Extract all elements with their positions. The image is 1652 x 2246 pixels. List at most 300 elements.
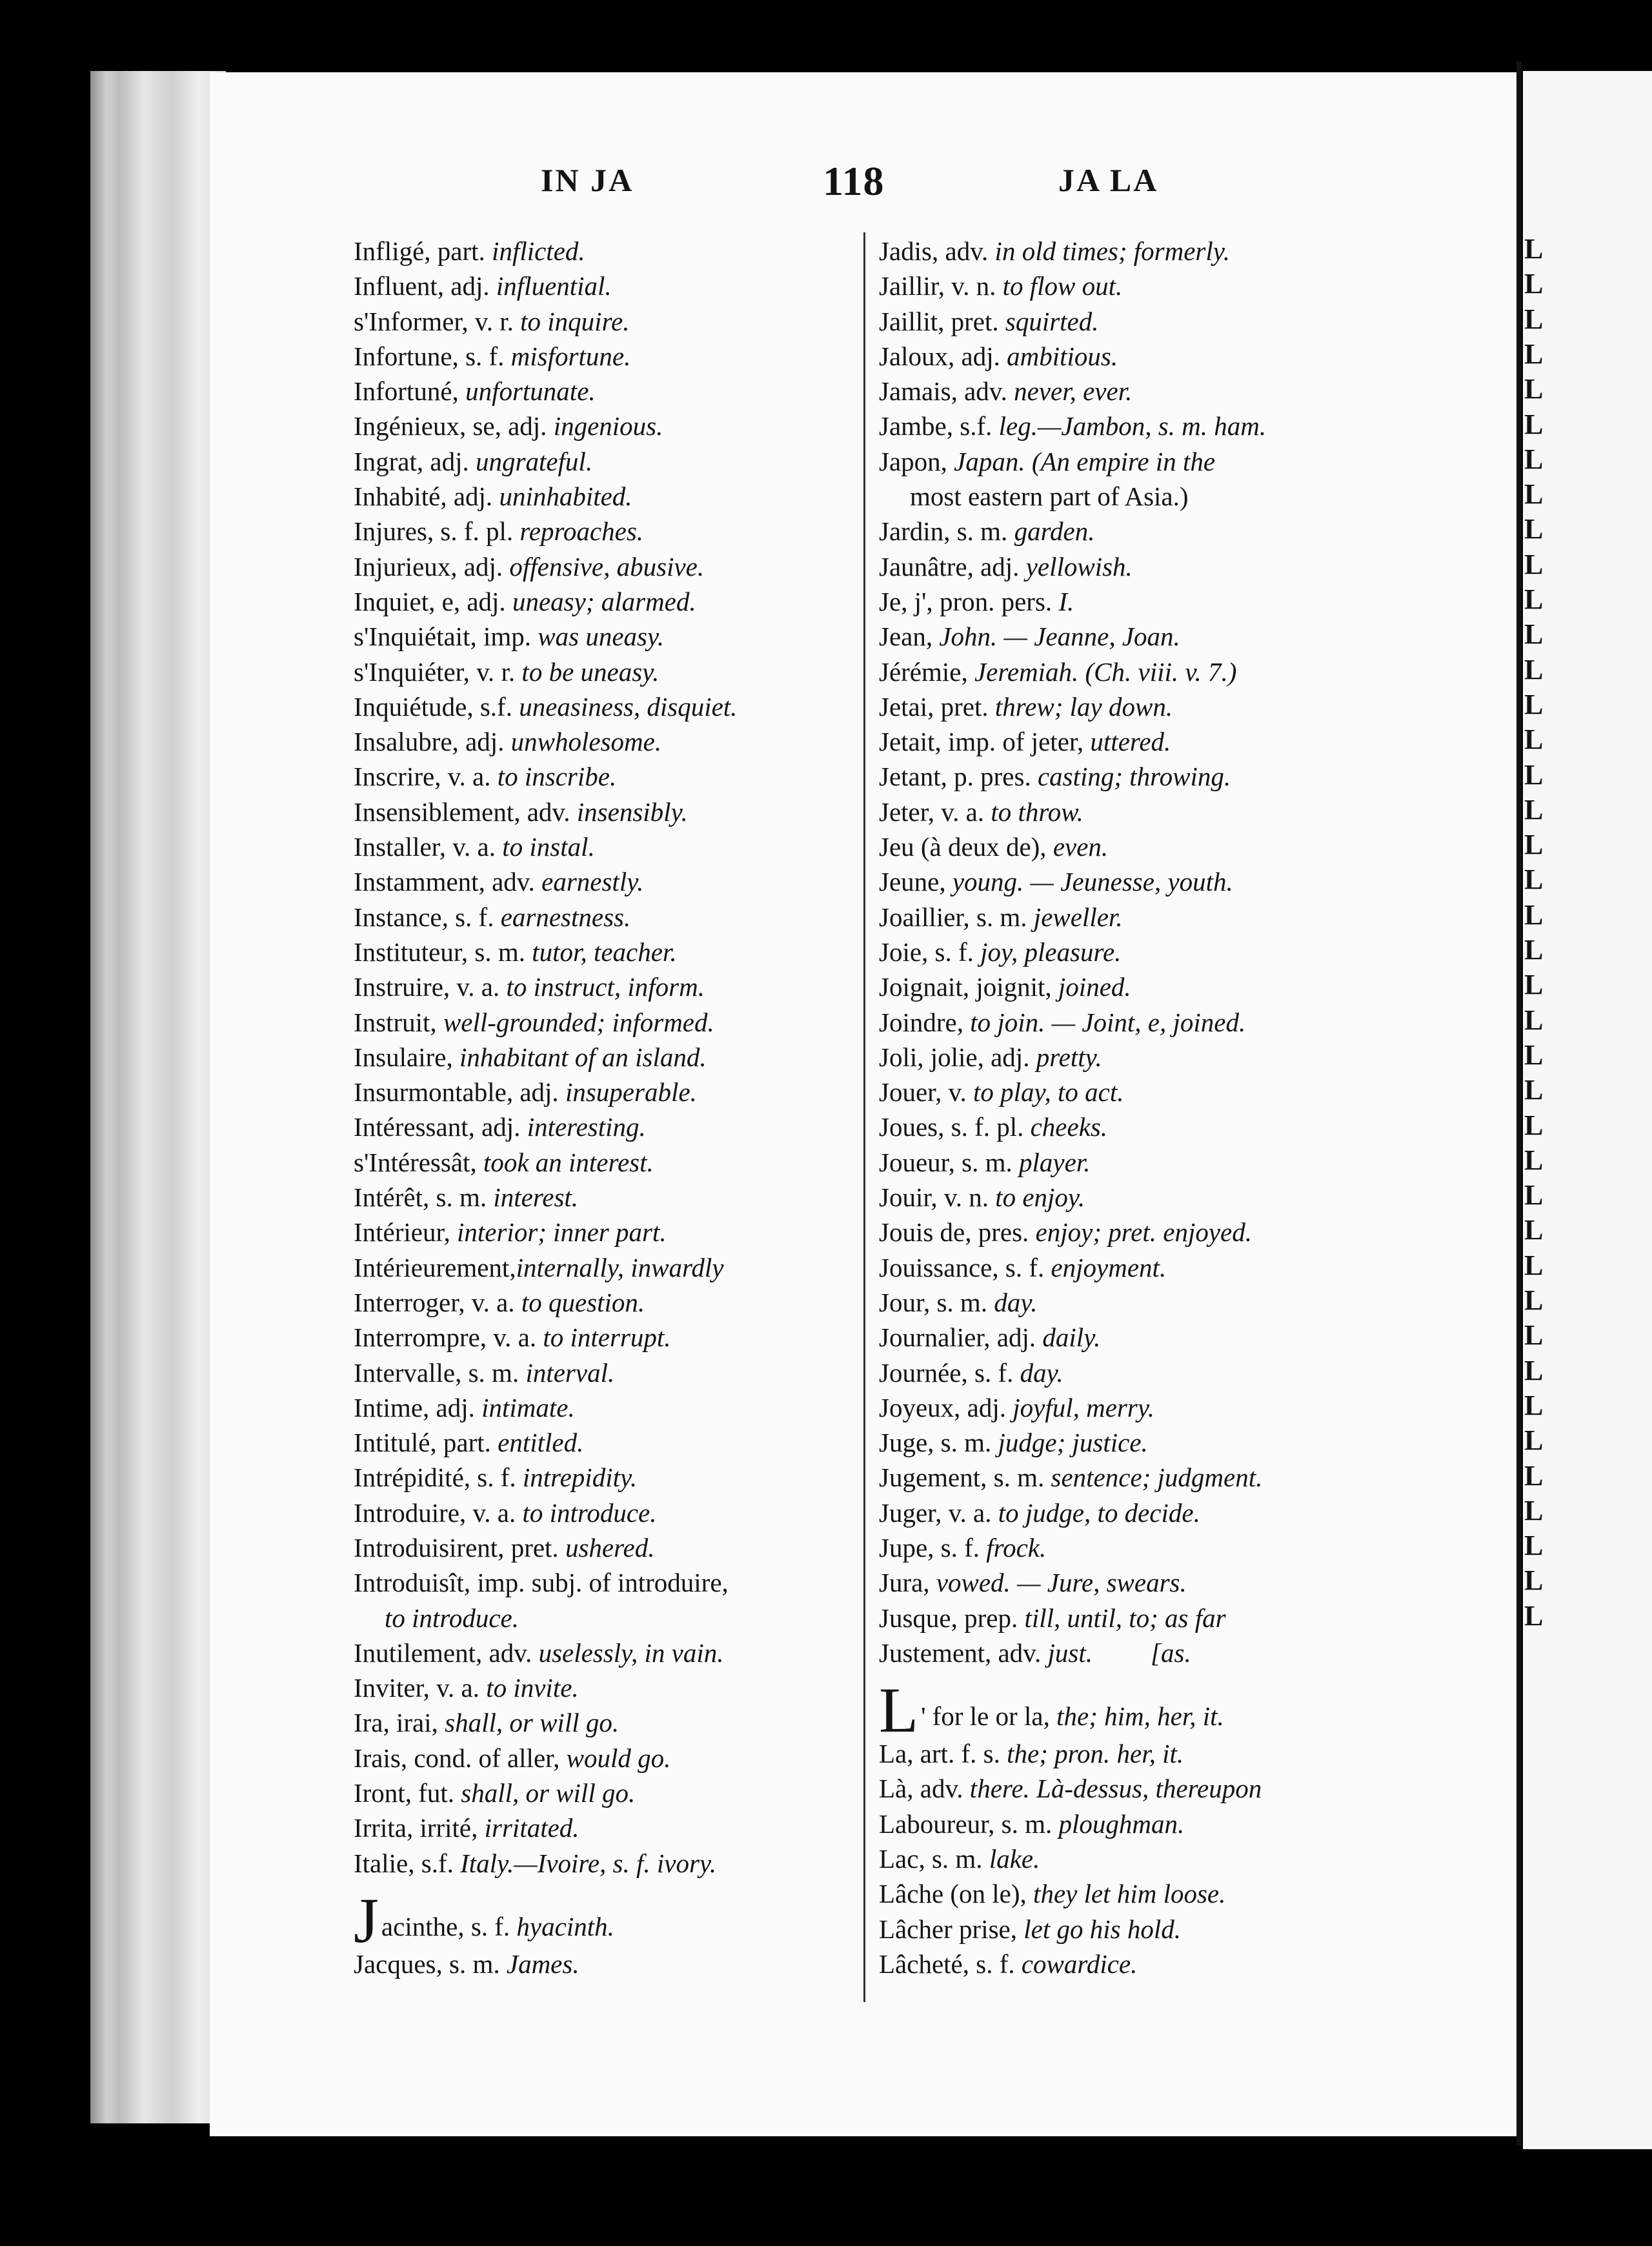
- headword: Instituteur,: [354, 936, 468, 967]
- dictionary-entry: [354, 1320, 857, 1355]
- dictionary-entry: [354, 444, 857, 479]
- translation: interesting.: [527, 1112, 646, 1142]
- translation: Japan. (An empire in the: [954, 446, 1216, 476]
- grammar-note: s. f.: [967, 1357, 1020, 1388]
- translation: leg.—Jambon, s. m. ham.: [998, 411, 1267, 441]
- grammar-note: s.f.: [473, 691, 519, 722]
- headword: Ira, irai,: [354, 1708, 438, 1738]
- dictionary-entry: [354, 1285, 857, 1320]
- dictionary-entry: [879, 689, 1395, 724]
- translation: casting; throwing.: [1037, 762, 1231, 792]
- right-column: [879, 234, 1395, 1981]
- translation: James.: [506, 1948, 579, 1979]
- translation: insensibly.: [576, 796, 688, 827]
- dictionary-entry: [354, 1215, 857, 1249]
- headword: Jugement,: [879, 1462, 987, 1493]
- grammar-note: s. f.: [998, 1252, 1051, 1282]
- dictionary-entry: [879, 1320, 1395, 1355]
- grammar-note: adj.: [960, 1392, 1013, 1422]
- translation: interest.: [493, 1182, 579, 1213]
- headword: Jaloux,: [879, 341, 955, 371]
- grammar-note: part.: [430, 236, 492, 266]
- translation: John. — Jeanne, Joan.: [939, 622, 1180, 652]
- headword: Installer,: [354, 832, 446, 862]
- facing-page-letter: L: [1524, 1109, 1544, 1141]
- headword: s'Inquiéter,: [354, 656, 470, 687]
- headword: Injures,: [354, 516, 434, 547]
- dictionary-entry: [354, 619, 857, 654]
- grammar-note: v.: [942, 1077, 974, 1108]
- headword: Là,: [879, 1774, 914, 1804]
- grammar-note: s. m.: [969, 902, 1034, 932]
- grammar-note: s. m.: [987, 1462, 1051, 1493]
- translation: to introduce.: [522, 1497, 657, 1528]
- dictionary-entry: [879, 479, 1395, 514]
- dictionary-entry: [354, 1846, 857, 1881]
- dictionary-entry: [879, 374, 1395, 409]
- facing-page-letter: L: [1524, 1004, 1544, 1036]
- translation: earnestly.: [541, 867, 644, 897]
- dictionary-entry: [354, 1425, 857, 1460]
- translation: took an interest.: [483, 1147, 654, 1177]
- headword: Injurieux,: [354, 551, 458, 582]
- headword: Intrépidité,: [354, 1462, 471, 1493]
- grammar-note: part.: [436, 1428, 498, 1458]
- facing-page-letter: L: [1524, 443, 1544, 475]
- grammar-note: adj.: [954, 341, 1007, 371]
- dictionary-entry: [879, 969, 1395, 1004]
- dictionary-entry: [354, 268, 857, 303]
- translation: intimate.: [481, 1392, 575, 1422]
- dictionary-entry: [354, 1390, 857, 1425]
- translation: insuperable.: [565, 1077, 697, 1108]
- facing-page-letter: L: [1524, 1459, 1544, 1492]
- dictionary-entry: [354, 1601, 857, 1635]
- headword: Joueur,: [879, 1147, 955, 1177]
- column-rule: [863, 232, 865, 2002]
- headword: Jacques,: [354, 1948, 443, 1979]
- translation: shall, or will go.: [461, 1778, 636, 1808]
- left-column: [354, 234, 857, 1981]
- dictionary-entry: [879, 1565, 1395, 1600]
- headword: Jaunâtre,: [879, 551, 974, 582]
- headword: Jadis,: [879, 236, 939, 266]
- dictionary-entry: [354, 1741, 857, 1776]
- dictionary-entry: [879, 1530, 1395, 1565]
- translation: unfortunate.: [465, 376, 596, 407]
- grammar-note: adv.: [957, 376, 1014, 407]
- grammar-note: v. a.: [450, 972, 507, 1002]
- translation: to flow out.: [1002, 271, 1123, 301]
- dictionary-entry: [354, 829, 857, 864]
- translation: they let him loose.: [1033, 1879, 1226, 1909]
- grammar-note: s. f.: [448, 902, 501, 932]
- facing-page-letter: L: [1524, 1424, 1544, 1457]
- facing-page-letter: L: [1524, 793, 1544, 825]
- facing-page-letter: L: [1524, 1179, 1544, 1211]
- grammar-note: adj.: [513, 1077, 565, 1108]
- headword: Jetant,: [879, 762, 947, 792]
- dictionary-entry: [879, 514, 1395, 549]
- translation: to throw.: [991, 796, 1083, 827]
- grammar-note: [1027, 1879, 1033, 1908]
- dictionary-entry: [879, 1736, 1395, 1771]
- translation: day.: [994, 1287, 1038, 1317]
- headword: Intéressant,: [354, 1112, 475, 1142]
- translation: the; pron. her, it.: [1007, 1739, 1184, 1769]
- grammar-note: s. f.: [934, 1532, 987, 1563]
- headword: Italie,: [354, 1848, 415, 1878]
- grammar-note: pron. pers.: [932, 586, 1059, 616]
- facing-page-letter: L: [1524, 1214, 1544, 1246]
- translation: was uneasy.: [538, 622, 665, 652]
- facing-page-letter: L: [1524, 268, 1544, 300]
- grammar-note: [478, 1813, 484, 1843]
- grammar-note: adj.: [990, 1322, 1043, 1353]
- headword: Interrompre,: [354, 1322, 487, 1353]
- translation: to interrupt.: [543, 1322, 671, 1353]
- grammar-note: [1052, 972, 1058, 1002]
- grammar-note: s. f.: [458, 341, 511, 371]
- dictionary-entry: [354, 654, 857, 689]
- headword: Jouir,: [879, 1182, 938, 1213]
- translation: inhabitant of an island.: [459, 1042, 707, 1072]
- headword: Insalubre,: [354, 727, 459, 757]
- dictionary-entry: [354, 1810, 857, 1845]
- headword: Inscrire,: [354, 762, 441, 792]
- dictionary-entry: [354, 900, 857, 935]
- dictionary-entry: [879, 1145, 1395, 1180]
- translation: to instruct, inform.: [506, 972, 705, 1002]
- drop-cap: J: [354, 1884, 379, 1956]
- dictionary-entry: [354, 1250, 857, 1285]
- grammar-note: imp. subj. of introduire,: [470, 1568, 729, 1598]
- headword: Jardin,: [879, 516, 951, 547]
- headword: Interroger,: [354, 1287, 465, 1317]
- headword: Inquiet, e,: [354, 586, 461, 616]
- grammar-note: s. f. pl.: [434, 516, 520, 547]
- translation: ushered.: [565, 1532, 655, 1563]
- grammar-note: s. f.: [470, 1462, 523, 1493]
- facing-page-letter: L: [1524, 898, 1544, 931]
- dictionary-entry: [879, 1075, 1395, 1109]
- headword: Lâcher prise,: [879, 1914, 1017, 1944]
- grammar-note: pret.: [934, 691, 995, 722]
- headword: Introduisirent,: [354, 1532, 505, 1563]
- grammar-note: adj.: [474, 1112, 527, 1142]
- grammar-note: s. m.: [930, 1287, 994, 1317]
- facing-page-letter: L: [1524, 1249, 1544, 1281]
- translation: pretty.: [1036, 1042, 1102, 1072]
- grammar-note: [1047, 832, 1053, 862]
- headword: Lâcheté,: [879, 1948, 969, 1979]
- headword: Intervalle,: [354, 1357, 462, 1388]
- headword: Journalier,: [879, 1322, 991, 1353]
- grammar-note: v. n.: [937, 1182, 996, 1213]
- dictionary-entry: [879, 1215, 1395, 1249]
- translation: misfortune.: [510, 341, 631, 371]
- translation: ingenious.: [553, 411, 663, 441]
- dictionary-entry: [354, 759, 857, 794]
- dictionary-entry: [354, 969, 857, 1004]
- headword: Juge,: [879, 1428, 934, 1458]
- translation: reproaches.: [519, 516, 644, 547]
- headword: Intérieurement,: [354, 1252, 516, 1282]
- grammar-note: v. a.: [429, 1673, 487, 1703]
- continuation-mark: [as.: [1151, 1637, 1191, 1668]
- headword: Instruire,: [354, 972, 450, 1002]
- grammar-note: v. a.: [487, 1322, 543, 1353]
- translation: joined.: [1058, 972, 1131, 1002]
- headword: Jamais,: [879, 376, 958, 407]
- dictionary-entry: [354, 584, 857, 619]
- translation: irritated.: [484, 1813, 579, 1843]
- translation: interior; inner part.: [457, 1217, 667, 1248]
- dictionary-entry: [879, 409, 1395, 443]
- headword: Jour,: [879, 1287, 931, 1317]
- facing-page-letter: L: [1524, 1144, 1544, 1176]
- translation: lake.: [989, 1844, 1040, 1874]
- dictionary-entry: [879, 1876, 1395, 1911]
- headword: Lâche (on le),: [879, 1879, 1027, 1909]
- grammar-note: for le or la,: [932, 1701, 1057, 1732]
- grammar-note: v. n.: [944, 271, 1003, 301]
- grammar-note: v. a.: [942, 1497, 998, 1528]
- translation: joyful, merry.: [1012, 1392, 1155, 1422]
- headword: Jeter,: [879, 796, 935, 827]
- translation: let go his hold.: [1023, 1914, 1181, 1944]
- grammar-note: adj.: [458, 727, 511, 757]
- facing-page-letter: L: [1524, 548, 1544, 580]
- dictionary-entry: [354, 549, 857, 584]
- grammar-note: imp. of jeter,: [941, 727, 1091, 757]
- translation: vowed. — Jure, swears.: [936, 1568, 1187, 1598]
- translation: to introduce.: [385, 1603, 519, 1633]
- translation: to be uneasy.: [521, 656, 660, 687]
- headword: Joyeux,: [879, 1392, 961, 1422]
- headword: s'Inquiétait,: [354, 622, 477, 652]
- dictionary-entry: [354, 689, 857, 724]
- headword: Inutilement,: [354, 1637, 483, 1668]
- dictionary-entry: [354, 374, 857, 409]
- headword: Inviter,: [354, 1673, 430, 1703]
- headword: Lac,: [879, 1844, 925, 1874]
- dictionary-entry: [879, 1425, 1395, 1460]
- dictionary-entry: [354, 304, 857, 339]
- grammar-note: s.f.: [953, 411, 999, 441]
- dictionary-entry: [879, 1674, 1395, 1746]
- dictionary-entry: [354, 234, 857, 268]
- headword: Jupe,: [879, 1532, 934, 1563]
- grammar-note: art. f. s.: [913, 1739, 1007, 1769]
- grammar-note: adv.: [938, 236, 995, 266]
- translation: uneasy; alarmed.: [512, 586, 696, 616]
- grammar-note: adv.: [482, 1637, 539, 1668]
- headword: Jusque,: [879, 1603, 958, 1633]
- facing-page-letter: L: [1524, 338, 1544, 370]
- dictionary-entry: [354, 1530, 857, 1565]
- facing-page-fragment: [1523, 71, 1652, 2149]
- grammar-note: adj.: [983, 1042, 1036, 1072]
- translation: well-grounded; informed.: [443, 1007, 714, 1037]
- facing-page-letter: L: [1524, 934, 1544, 966]
- grammar-note: s. f. pl.: [944, 1112, 1031, 1142]
- grammar-note: adv.: [913, 1774, 970, 1804]
- translation: yellowish.: [1025, 551, 1133, 582]
- translation: to inquire.: [520, 306, 630, 336]
- headword: Instruit,: [354, 1007, 437, 1037]
- dictionary-entry: [879, 304, 1395, 339]
- dictionary-entry: [354, 1355, 857, 1390]
- translation: to join. — Joint, e, joined.: [970, 1007, 1246, 1037]
- translation: there. Là-dessus, thereupon: [969, 1774, 1262, 1804]
- dictionary-entry: [354, 1145, 857, 1180]
- facing-page-letter: L: [1524, 303, 1544, 335]
- grammar-note: s. m.: [442, 1948, 507, 1979]
- grammar-note: adj.: [444, 271, 496, 301]
- headword: Inquiétude,: [354, 691, 474, 722]
- grammar-note: imp.: [476, 622, 538, 652]
- headword: Justement,: [879, 1637, 992, 1668]
- grammar-note: s. m.: [925, 1844, 989, 1874]
- headword: Jeune,: [879, 867, 946, 897]
- dictionary-entry: [879, 1180, 1395, 1215]
- running-head-right: JA LA: [1058, 162, 1159, 198]
- grammar-note: cond. of aller,: [407, 1743, 567, 1773]
- grammar-note: s. m.: [461, 1357, 526, 1388]
- translation: uneasiness, disquiet.: [519, 691, 738, 722]
- dictionary-entry: [879, 1806, 1395, 1841]
- dictionary-entry: [354, 1075, 857, 1109]
- translation: judge; justice.: [998, 1428, 1148, 1458]
- translation: garden.: [1014, 516, 1095, 547]
- headword: Jouissance,: [879, 1252, 999, 1282]
- dictionary-entry: [879, 935, 1395, 969]
- dictionary-entry: [879, 619, 1395, 654]
- dictionary-entry: [879, 1495, 1395, 1530]
- translation: threw; lay down.: [994, 691, 1173, 722]
- translation: just.: [1047, 1637, 1093, 1668]
- dictionary-entry: [879, 794, 1395, 829]
- facing-page-letter: L: [1524, 408, 1544, 440]
- headword: acinthe,: [381, 1911, 465, 1941]
- dictionary-entry: [354, 1705, 857, 1740]
- translation: to enjoy.: [995, 1182, 1085, 1213]
- dictionary-entry: [879, 234, 1395, 268]
- translation: intrepidity.: [522, 1462, 638, 1493]
- headword: Influent,: [354, 271, 445, 301]
- headword: Joli, jolie,: [879, 1042, 984, 1072]
- dictionary-entry: [879, 1912, 1395, 1947]
- facing-page-letter: L: [1524, 653, 1544, 685]
- dictionary-entry: [354, 1947, 857, 1981]
- dictionary-entry: [879, 339, 1395, 374]
- facing-page-letter: L: [1524, 864, 1544, 896]
- headword: Infortuné,: [354, 376, 459, 407]
- headword: Insensiblement,: [354, 796, 521, 827]
- translation: in old times; formerly.: [994, 236, 1230, 266]
- grammar-note: s. m.: [950, 516, 1014, 547]
- translation: squirted.: [1005, 306, 1099, 336]
- headword: Iront,: [354, 1778, 412, 1808]
- headword: Journée,: [879, 1357, 968, 1388]
- page-gutter: [1516, 61, 1522, 2146]
- translation: influential.: [496, 271, 612, 301]
- grammar-note: adj.: [460, 586, 512, 616]
- grammar-note: s.f.: [414, 1848, 461, 1878]
- dictionary-entry: [879, 584, 1395, 619]
- page-number: 118: [823, 158, 885, 204]
- translation: frock.: [986, 1532, 1047, 1563]
- dictionary-entry: [354, 479, 857, 514]
- translation: hyacinth.: [516, 1911, 614, 1941]
- translation: to instal.: [502, 832, 595, 862]
- dictionary-entry: [879, 864, 1395, 899]
- headword: Joindre,: [879, 1007, 963, 1037]
- grammar-note: pret.: [944, 306, 1005, 336]
- translation: ambitious.: [1007, 341, 1118, 371]
- grammar-note: p. pres.: [947, 762, 1038, 792]
- grammar-note: [946, 867, 952, 896]
- headword: Juger,: [879, 1497, 942, 1528]
- translation: sentence; judgment.: [1051, 1462, 1263, 1493]
- dictionary-entry: [354, 1884, 857, 1956]
- dictionary-entry: [879, 444, 1395, 479]
- grammar-note: s. f.: [969, 1948, 1022, 1979]
- facing-page-letter: L: [1524, 1319, 1544, 1351]
- translation: entitled.: [498, 1428, 584, 1458]
- grammar-note: s. m.: [954, 1147, 1020, 1177]
- translation: even.: [1053, 832, 1109, 862]
- facing-page-letter: L: [1524, 1389, 1544, 1421]
- grammar-note: adj.: [457, 551, 510, 582]
- translation: never, ever.: [1014, 376, 1133, 407]
- dictionary-entry: [879, 1460, 1395, 1495]
- grammar-note: [437, 1007, 443, 1037]
- dictionary-entry: [354, 1180, 857, 1215]
- translation: internally, inwardly: [516, 1252, 724, 1282]
- grammar-note: fut.: [411, 1778, 461, 1808]
- headword: Jaillir,: [879, 271, 945, 301]
- facing-page-letter: L: [1524, 478, 1544, 511]
- headword: Jaillit,: [879, 306, 945, 336]
- grammar-note: v. a.: [466, 1497, 523, 1528]
- headword: Irrita, irrité,: [354, 1813, 478, 1843]
- grammar-note: [1017, 1914, 1023, 1944]
- grammar-note: s. f.: [464, 1911, 517, 1941]
- grammar-note: adj.: [973, 551, 1026, 582]
- dictionary-entry: [879, 759, 1395, 794]
- facing-page-letter: L: [1524, 1599, 1544, 1632]
- headword: Joaillier,: [879, 902, 970, 932]
- grammar-note: adj.: [429, 1392, 482, 1422]
- dictionary-entry: [879, 724, 1395, 759]
- translation: cheeks.: [1030, 1112, 1108, 1142]
- dictionary-entry: [354, 1776, 857, 1810]
- facing-page-letter: L: [1524, 1564, 1544, 1597]
- grammar-note: [968, 657, 974, 687]
- running-head-left: IN JA: [541, 162, 634, 198]
- translation: to invite.: [486, 1673, 579, 1703]
- book-page-edges: [90, 71, 226, 2123]
- dictionary-entry: [879, 900, 1395, 935]
- dictionary-entry: [354, 1005, 857, 1040]
- dictionary-entry: [879, 1947, 1395, 1981]
- drop-cap: L: [879, 1674, 919, 1746]
- dictionary-entry: [879, 1390, 1395, 1425]
- headword: Intitulé,: [354, 1428, 437, 1458]
- translation: joy, pleasure.: [980, 936, 1122, 967]
